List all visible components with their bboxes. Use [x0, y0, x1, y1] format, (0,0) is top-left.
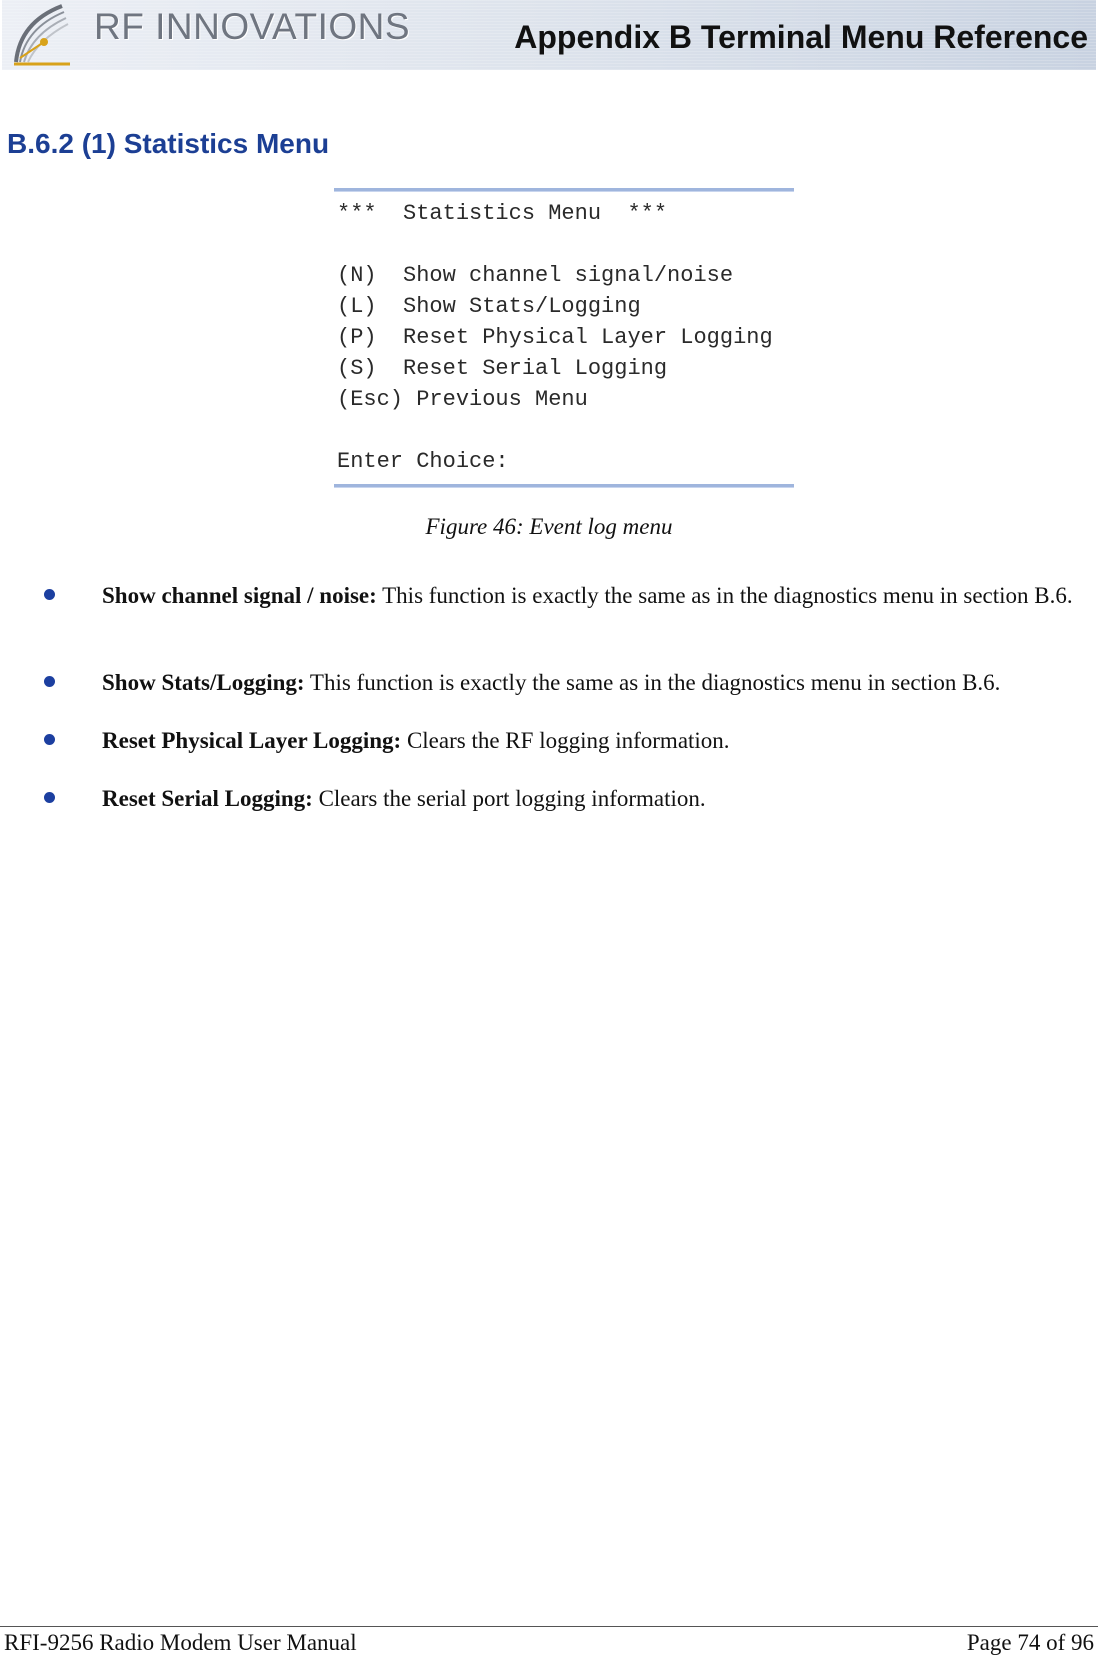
list-item-term: Reset Physical Layer Logging: — [102, 728, 402, 753]
list-item — [44, 580, 1094, 642]
list-item-term: Reset Serial Logging: — [102, 786, 313, 811]
satellite-dish-icon — [10, 2, 90, 66]
list-item-text — [102, 667, 1092, 698]
list-item-desc: This function is exactly the same as in the diagnostics menu in section B.6. — [304, 670, 1001, 695]
list-item — [44, 783, 1094, 814]
logo-wordmark: RF INNOVATIONS — [94, 6, 411, 47]
terminal-top-rule — [334, 188, 794, 192]
terminal-line: Enter Choice: — [337, 449, 509, 474]
terminal-menu-figure — [334, 188, 794, 488]
header-title: Appendix B Terminal Menu Reference — [514, 19, 1088, 55]
section-heading: B.6.2 (1) Statistics Menu — [7, 128, 330, 159]
bullet-icon — [44, 792, 55, 803]
figure-caption: Figure 46: Event log menu — [425, 514, 673, 539]
terminal-line: (S) Reset Serial Logging — [337, 356, 668, 381]
terminal-line: (Esc) Previous Menu — [337, 387, 588, 412]
bullet-icon — [44, 589, 55, 600]
list-item-term: Show Stats/Logging: — [102, 670, 305, 695]
terminal-line: (L) Show Stats/Logging — [337, 294, 641, 319]
terminal-line: (N) Show channel signal/noise — [337, 263, 734, 288]
terminal-line: (P) Reset Physical Layer Logging — [337, 325, 773, 350]
list-item-desc: This function is exactly the same as in the diagnostics menu in section B.6. — [376, 583, 1073, 608]
terminal-line: *** Statistics Menu *** — [337, 201, 668, 226]
list-item-desc: Clears the RF logging information. — [401, 728, 730, 753]
list-item-text — [102, 580, 1092, 611]
footer-page-number: Page 74 of 96 — [966, 1630, 1094, 1655]
list-item-desc: Clears the serial port logging information. — [312, 786, 706, 811]
bullet-icon — [44, 676, 55, 687]
footer-rule — [0, 1626, 1098, 1627]
list-item-term: Show channel signal / noise: — [102, 583, 377, 608]
bullet-icon — [44, 734, 55, 745]
footer-manual-title: RFI-9256 Radio Modem User Manual — [4, 1630, 357, 1655]
list-item-text — [102, 725, 1092, 756]
list-item — [44, 725, 1094, 756]
list-item — [44, 667, 1094, 698]
rf-innovations-logo — [10, 2, 411, 66]
page-header — [2, 0, 1096, 70]
terminal-bottom-rule — [334, 484, 794, 488]
list-item-text — [102, 783, 1092, 814]
